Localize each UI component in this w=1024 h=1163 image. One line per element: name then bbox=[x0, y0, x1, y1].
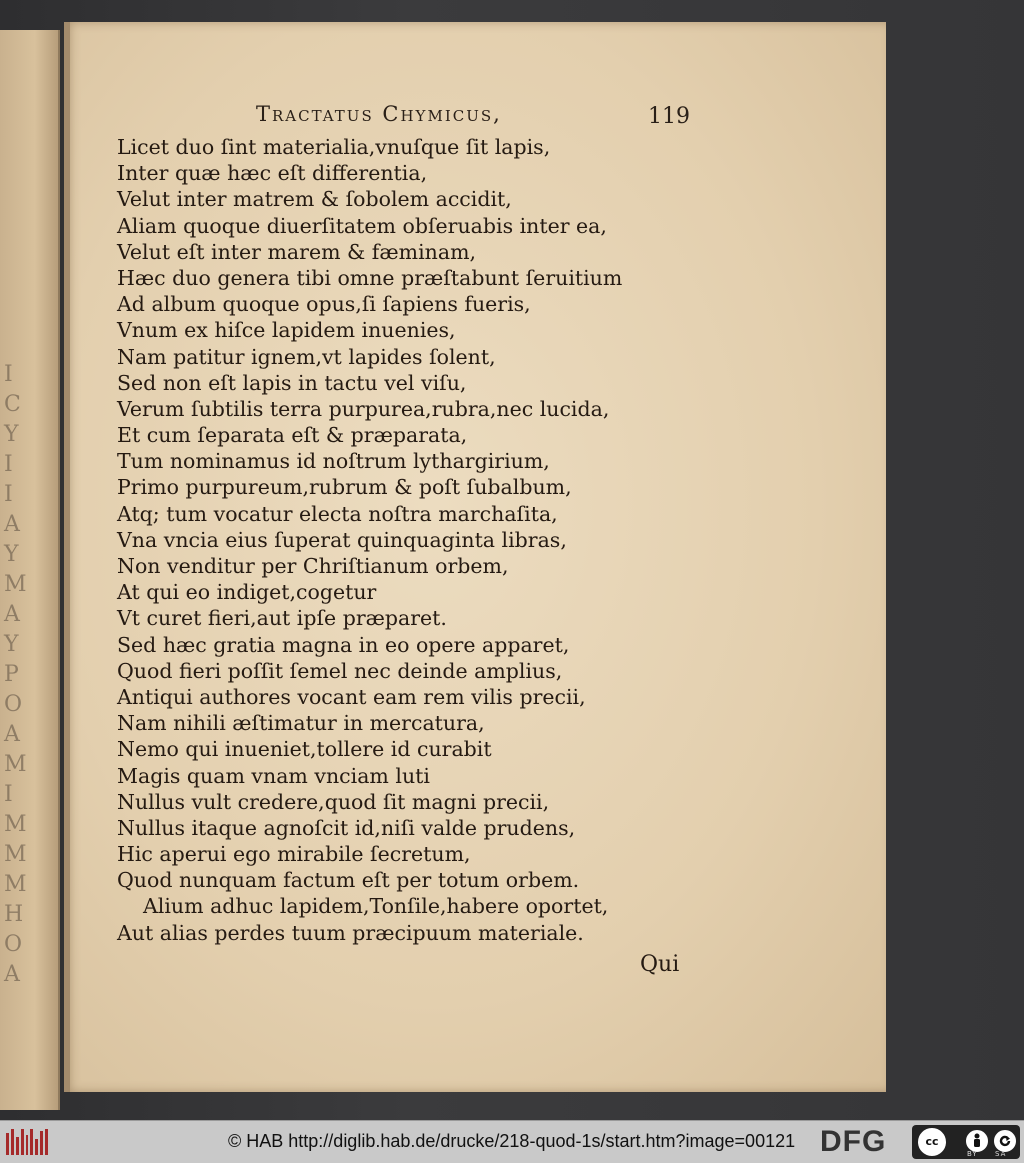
text-line: Atq; tum vocatur electa noſtra marchaſita, bbox=[117, 501, 558, 526]
catchword: Qui bbox=[640, 952, 680, 977]
previous-page-glyph: Y bbox=[4, 632, 19, 657]
text-line: Hæc duo genera tibi omne præſtabunt ſeruitium bbox=[117, 265, 623, 290]
text-line: Sed hæc gratia magna in eo opere apparet, bbox=[117, 632, 570, 657]
text-line: Alium adhuc lapidem,Tonſile,habere oportet, bbox=[143, 894, 609, 919]
text-line: Et cum ſeparata eſt & præparata, bbox=[117, 423, 468, 448]
previous-page-glyph: I bbox=[4, 452, 13, 477]
previous-page-glyph: Y bbox=[4, 542, 19, 567]
page-text bbox=[117, 134, 717, 946]
text-line: Licet duo ſint materialia,vnuſque ſit lapis, bbox=[117, 135, 551, 159]
text-line: Nam patitur ignem,vt lapides ſolent, bbox=[117, 344, 496, 369]
previous-page-glyphs bbox=[4, 360, 27, 990]
previous-page-glyph: Y bbox=[4, 422, 19, 447]
text-line: Quod nunquam factum eſt per totum orbem. bbox=[117, 868, 580, 893]
previous-page-glyph: M bbox=[4, 572, 27, 597]
text-line: Aut alias perdes tuum præcipuum materiale. bbox=[117, 920, 584, 945]
previous-page-glyph: M bbox=[4, 752, 27, 777]
text-line: Velut inter matrem & ſobolem accidit, bbox=[117, 187, 512, 212]
text-line: Nemo qui inueniet,tollere id curabit bbox=[117, 737, 492, 762]
cc-license-badge[interactable] bbox=[912, 1125, 1020, 1159]
previous-page-glyph: O bbox=[4, 692, 23, 717]
text-line: Verum ſubtilis terra purpurea,rubra,nec lucida, bbox=[117, 396, 610, 421]
previous-page-glyph: M bbox=[4, 872, 27, 897]
text-line: Vt curet fieri,aut ipſe præparet. bbox=[117, 606, 447, 631]
copyright-link[interactable]: © HAB http://diglib.hab.de/drucke/218-quod-1s/start.htm?image=00121 bbox=[228, 1131, 796, 1151]
previous-page-glyph: H bbox=[4, 902, 24, 927]
text-line: At qui eo indiget,cogetur bbox=[117, 580, 377, 605]
text-line: Inter quæ hæc eſt differentia, bbox=[117, 161, 428, 186]
text-line: Hic aperui ego mirabile ſecretum, bbox=[117, 842, 471, 867]
hab-barcode-icon bbox=[6, 1129, 48, 1155]
text-line: Nullus vult credere,quod ſit magni precii, bbox=[117, 789, 550, 814]
page-number: 119 bbox=[648, 104, 690, 129]
previous-page-glyph: I bbox=[4, 482, 13, 507]
previous-page-glyph: M bbox=[4, 842, 27, 867]
previous-page-edge bbox=[0, 30, 60, 1110]
credit-bar bbox=[0, 1120, 1024, 1163]
previous-page-glyph: O bbox=[4, 932, 23, 957]
previous-page-glyph: A bbox=[4, 962, 20, 987]
previous-page-glyph: M bbox=[4, 812, 27, 837]
previous-page-glyph: A bbox=[4, 602, 20, 627]
dfg-logo: DFG bbox=[820, 1125, 887, 1158]
text-line: Magis quam vnam vnciam luti bbox=[117, 763, 430, 788]
previous-page-glyph: C bbox=[4, 392, 21, 417]
text-line: Antiqui authores vocant eam rem vilis precii, bbox=[117, 684, 586, 709]
previous-page-glyph: I bbox=[4, 362, 13, 387]
previous-page-glyph: I bbox=[4, 782, 13, 807]
text-line: Sed non eſt lapis in tactu vel viſu, bbox=[117, 370, 467, 395]
previous-page-glyph: A bbox=[4, 722, 20, 747]
page-gutter bbox=[64, 22, 70, 1092]
text-line: Aliam quoque diuerſitatem obſeruabis inter ea, bbox=[117, 213, 607, 238]
previous-page-glyph: A bbox=[4, 512, 20, 537]
cc-icon: cc bbox=[916, 1126, 948, 1158]
previous-page-glyph: P bbox=[4, 662, 19, 687]
text-line: Tum nominamus id noſtrum lythargirium, bbox=[117, 449, 550, 474]
license-sa-label: SA bbox=[995, 1150, 1007, 1158]
running-head: Tractatus Chymicus, bbox=[256, 102, 502, 126]
license-by-label: BY bbox=[967, 1150, 978, 1158]
text-line: Quod fieri poſſit ſemel nec deinde amplius, bbox=[117, 658, 563, 683]
text-line: Nam nihili æſtimatur in mercatura, bbox=[117, 711, 485, 736]
text-line: Nullus itaque agnoſcit id,niſi valde prudens, bbox=[117, 815, 576, 840]
text-line: Vnum ex hiſce lapidem inuenies, bbox=[117, 318, 456, 343]
text-line: Ad album quoque opus,ſi ſapiens fueris, bbox=[117, 292, 531, 317]
text-line: Non venditur per Chriſtianum orbem, bbox=[117, 554, 509, 578]
text-line: Velut eſt inter marem & fæminam, bbox=[117, 239, 477, 264]
text-line: Primo purpureum,rubrum & poſt ſubalbum, bbox=[117, 475, 572, 500]
text-line: Vna vncia eius ſuperat quinquaginta libras, bbox=[117, 527, 567, 552]
